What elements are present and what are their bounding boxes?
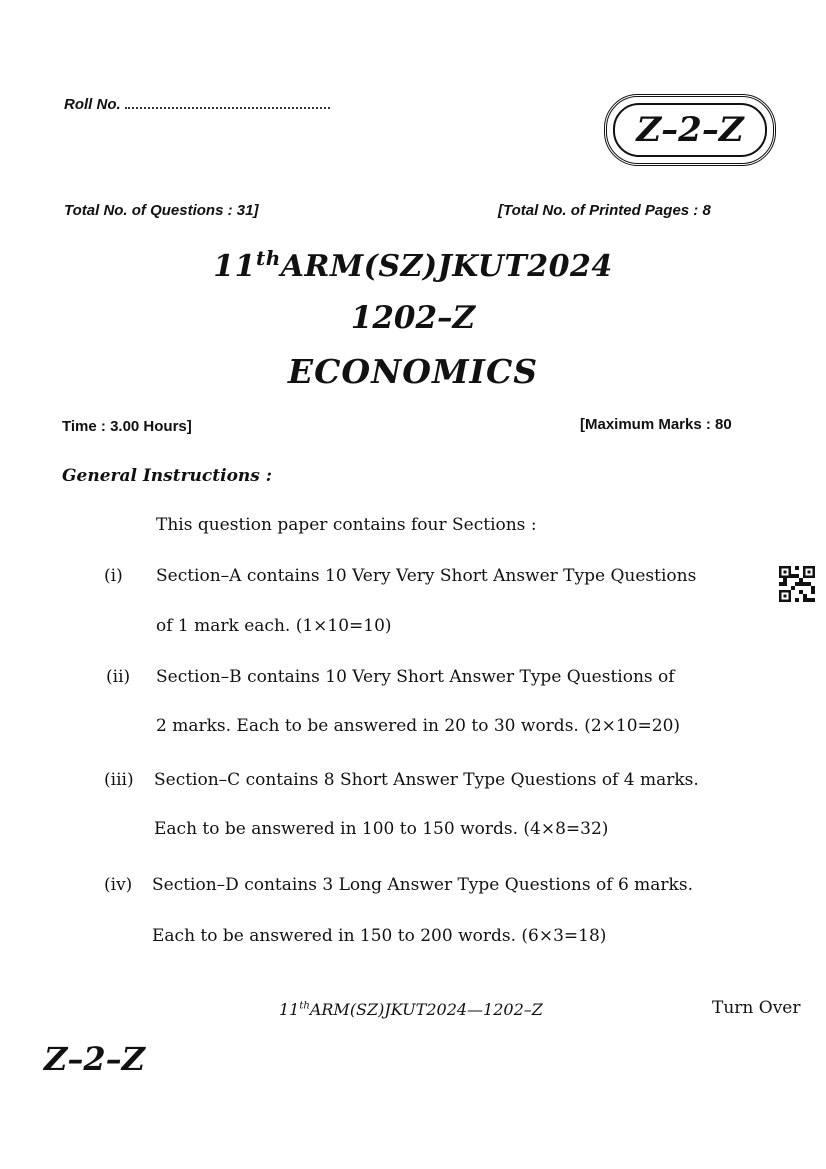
item-line: Each to be answered in 150 to 200 words. (6×3=18)	[152, 926, 607, 946]
paper-code-badge-text: Z–2–Z	[613, 103, 767, 157]
item-line: of 1 mark each. (1×10=10)	[156, 616, 392, 636]
maximum-marks: [Maximum Marks : 80	[580, 416, 732, 433]
item-line: Section–D contains 3 Long Answer Type Questions of 6 marks.	[152, 875, 693, 895]
subject-title: ECONOMICS	[287, 352, 539, 391]
item-number: (i)	[104, 566, 123, 586]
paper-code-badge	[604, 94, 776, 166]
footer-code-sup: th	[299, 1000, 310, 1012]
exam-title-suffix: ARM(SZ)JKUT2024	[280, 249, 613, 284]
exam-title-sup: th	[255, 246, 281, 270]
footer-exam-code	[279, 1000, 543, 1019]
item-line: Section–A contains 10 Very Very Short Answer Type Questions	[156, 566, 697, 586]
turn-over-label: Turn Over	[712, 998, 801, 1018]
roll-number-field	[64, 96, 330, 113]
exam-title-prefix: 11	[213, 249, 256, 284]
item-number: (iv)	[104, 875, 133, 895]
footer-code-prefix: 11	[279, 1000, 300, 1019]
item-line: Each to be answered in 100 to 150 words. (4×8=32)	[154, 819, 609, 839]
total-questions: Total No. of Questions : 31]	[64, 202, 259, 219]
roll-label: Roll No.	[64, 96, 121, 113]
paper-code-title: 1202–Z	[350, 300, 476, 336]
total-pages: [Total No. of Printed Pages : 8	[498, 202, 711, 219]
time-allowed: Time : 3.00 Hours]	[62, 418, 192, 435]
exam-title	[0, 246, 826, 284]
paper-code-bottom: Z–2–Z	[44, 1040, 145, 1078]
roll-dotted-line	[125, 97, 330, 109]
item-line: Section–B contains 10 Very Short Answer Type Questions of	[156, 667, 675, 687]
item-line: Section–C contains 8 Short Answer Type Questions of 4 marks.	[154, 770, 699, 790]
item-line: 2 marks. Each to be answered in 20 to 30 words. (2×10=20)	[156, 716, 681, 736]
item-number: (iii)	[104, 770, 134, 790]
footer-code-suffix: ARM(SZ)JKUT2024—1202–Z	[309, 1000, 543, 1019]
instructions-intro: This question paper contains four Sections :	[156, 515, 537, 535]
qr-code-icon	[779, 566, 815, 602]
item-number: (ii)	[106, 667, 131, 687]
instructions-heading: General Instructions :	[62, 466, 273, 486]
